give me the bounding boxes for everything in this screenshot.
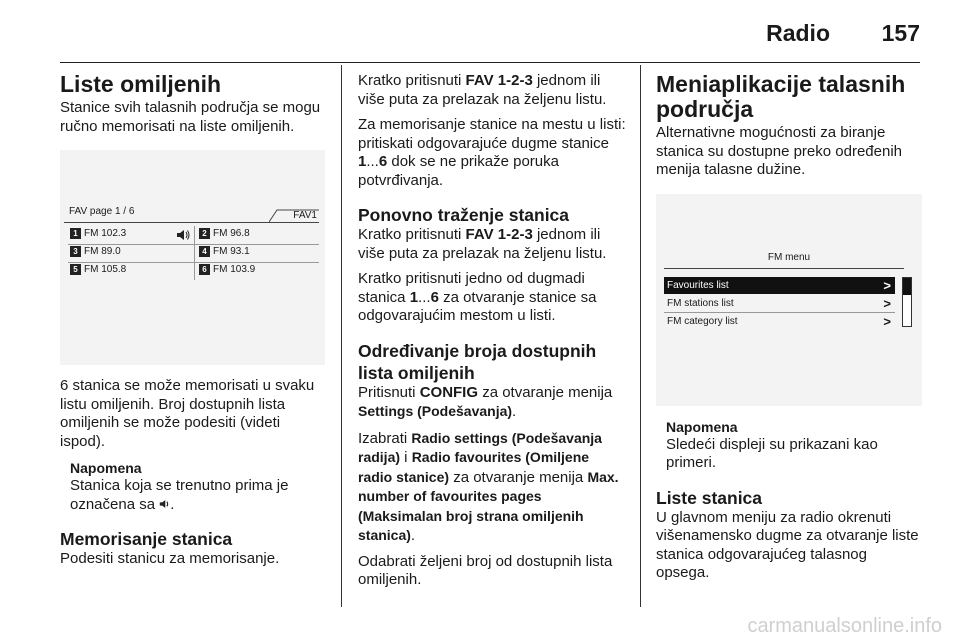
note-title: Napomena <box>70 460 142 476</box>
fav-slot-6[interactable] <box>199 264 255 275</box>
fav-tab: FAV1 <box>293 210 317 221</box>
body-text: U glavnom meniju za radio okrenuti višenamensko dugme za otvaranje liste stanica odgovarajućeg talasnog opsega. <box>656 508 919 581</box>
station-label: FM 89.0 <box>84 246 121 257</box>
fav-slot-1[interactable] <box>70 228 126 239</box>
section-title: Radio <box>766 20 830 46</box>
note-text: Stanica koja se trenutno prima je označena sa . <box>70 477 289 513</box>
chevron-right-icon: > <box>883 277 891 293</box>
menu-item-label: FM stations list <box>667 297 734 309</box>
page-header <box>60 0 920 63</box>
slot-number: 4 <box>199 246 210 257</box>
body-text: Pritisnuti CONFIG za otvaranje menija Settings (Podešavanja). <box>358 383 613 420</box>
menu-item-fm-category-list[interactable] <box>664 313 895 330</box>
menu-item-favourites-list[interactable] <box>664 277 895 294</box>
body-text: Podesiti stanicu za memorisanje. <box>60 550 280 567</box>
slot-number: 1 <box>70 228 81 239</box>
column-right <box>656 72 922 583</box>
scrollbar[interactable] <box>902 277 912 327</box>
watermark: carmanualsonline.info <box>747 615 942 637</box>
note-box <box>70 459 325 514</box>
body-text: Kratko pritisnuti jedno od dugmadi stanica 1...6 za otvaranje stanice sa odgovarajućim mestom u listi. <box>358 270 597 324</box>
column-divider <box>640 65 641 607</box>
speaker-icon <box>176 229 190 241</box>
slot-number: 6 <box>199 264 210 275</box>
station-label: FM 96.8 <box>213 228 250 239</box>
body-text: Odabrati željeni broj od dostupnih lista omiljenih. <box>358 552 613 588</box>
menu-item-fm-stations-list[interactable] <box>664 295 895 313</box>
scrollbar-thumb[interactable] <box>903 278 911 295</box>
station-label: FM 102.3 <box>84 228 127 239</box>
divider <box>664 268 904 269</box>
chevron-right-icon: > <box>883 313 891 329</box>
fav-slot-2[interactable] <box>199 228 250 239</box>
heading-recall-stations: Ponovno traženje stanica <box>358 205 570 225</box>
slot-number: 5 <box>70 264 81 275</box>
chevron-right-icon: > <box>883 295 891 311</box>
fav-screen-title: FAV page 1 / 6 <box>69 206 135 217</box>
fav-screen <box>64 202 319 298</box>
slot-number: 2 <box>199 228 210 239</box>
menu-item-label: Favourites list <box>667 279 729 291</box>
divider <box>64 222 319 223</box>
fm-menu-figure <box>656 194 922 406</box>
heading-number-of-lists: Određivanje broja dostupnih lista omiljenih <box>358 340 597 383</box>
page-number: 157 <box>881 20 920 46</box>
fav-row <box>68 244 319 263</box>
menu-item-label: FM category list <box>667 315 738 327</box>
body-text: Kratko pritisnuti FAV 1-2-3 jednom ili više puta za prelazak na željenu listu. <box>358 226 607 262</box>
station-label: FM 105.8 <box>84 264 127 275</box>
note-text: Sledeći displeji su prikazani kao primeri. <box>666 435 878 471</box>
intro-text: Stanice svih talasnih područja se mogu ručno memorisati na liste omiljenih. <box>60 99 321 135</box>
fm-menu-title: FM menu <box>767 251 811 263</box>
body-text: 6 stanica se može memorisati u svaku listu omiljenih. Broj dostupnih lista omiljenih se može podesiti (videti ispod). <box>60 377 315 450</box>
intro-text: Alternativne mogućnosti za biranje stanica su dostupne preko određenih menija talasne dužine. <box>656 124 903 178</box>
station-label: FM 93.1 <box>213 246 250 257</box>
heading-station-lists: Liste stanica <box>656 487 763 508</box>
station-label: FM 103.9 <box>213 264 256 275</box>
note-box <box>666 418 922 473</box>
fav-slot-4[interactable] <box>199 246 250 257</box>
slot-number: 3 <box>70 246 81 257</box>
heading-band-menus: Meniaplikacije talasnih područja <box>656 71 906 122</box>
fav-slot-3[interactable] <box>70 246 121 257</box>
column-divider <box>341 65 342 607</box>
note-title: Napomena <box>666 418 738 435</box>
speaker-icon <box>159 499 170 509</box>
fav-slot-5[interactable] <box>70 264 126 275</box>
body-text: Kratko pritisnuti FAV 1-2-3 jednom ili više puta za prelazak na željenu listu. <box>358 72 607 108</box>
body-text: Za memorisanje stanice na mestu u listi: pritiskati odgovarajuće dugme stanice 1...6 dok se ne prikaže poruka potvrđivanja. <box>358 116 626 189</box>
column-middle <box>358 72 626 590</box>
heading-favourites: Liste omiljenih <box>60 71 222 97</box>
fav-row <box>68 226 319 245</box>
fav-row <box>68 262 319 280</box>
column-left <box>60 72 325 569</box>
fav-screen-figure <box>60 150 325 365</box>
body-text: Izabrati Radio settings (Podešavanja radija) i Radio favourites (Omiljene radio stanice) za otvaranje menija Max. number of favourites pages (Maksimalan broj strana omiljenih stanica). <box>358 429 619 544</box>
heading-store-stations: Memorisanje stanica <box>60 529 233 549</box>
